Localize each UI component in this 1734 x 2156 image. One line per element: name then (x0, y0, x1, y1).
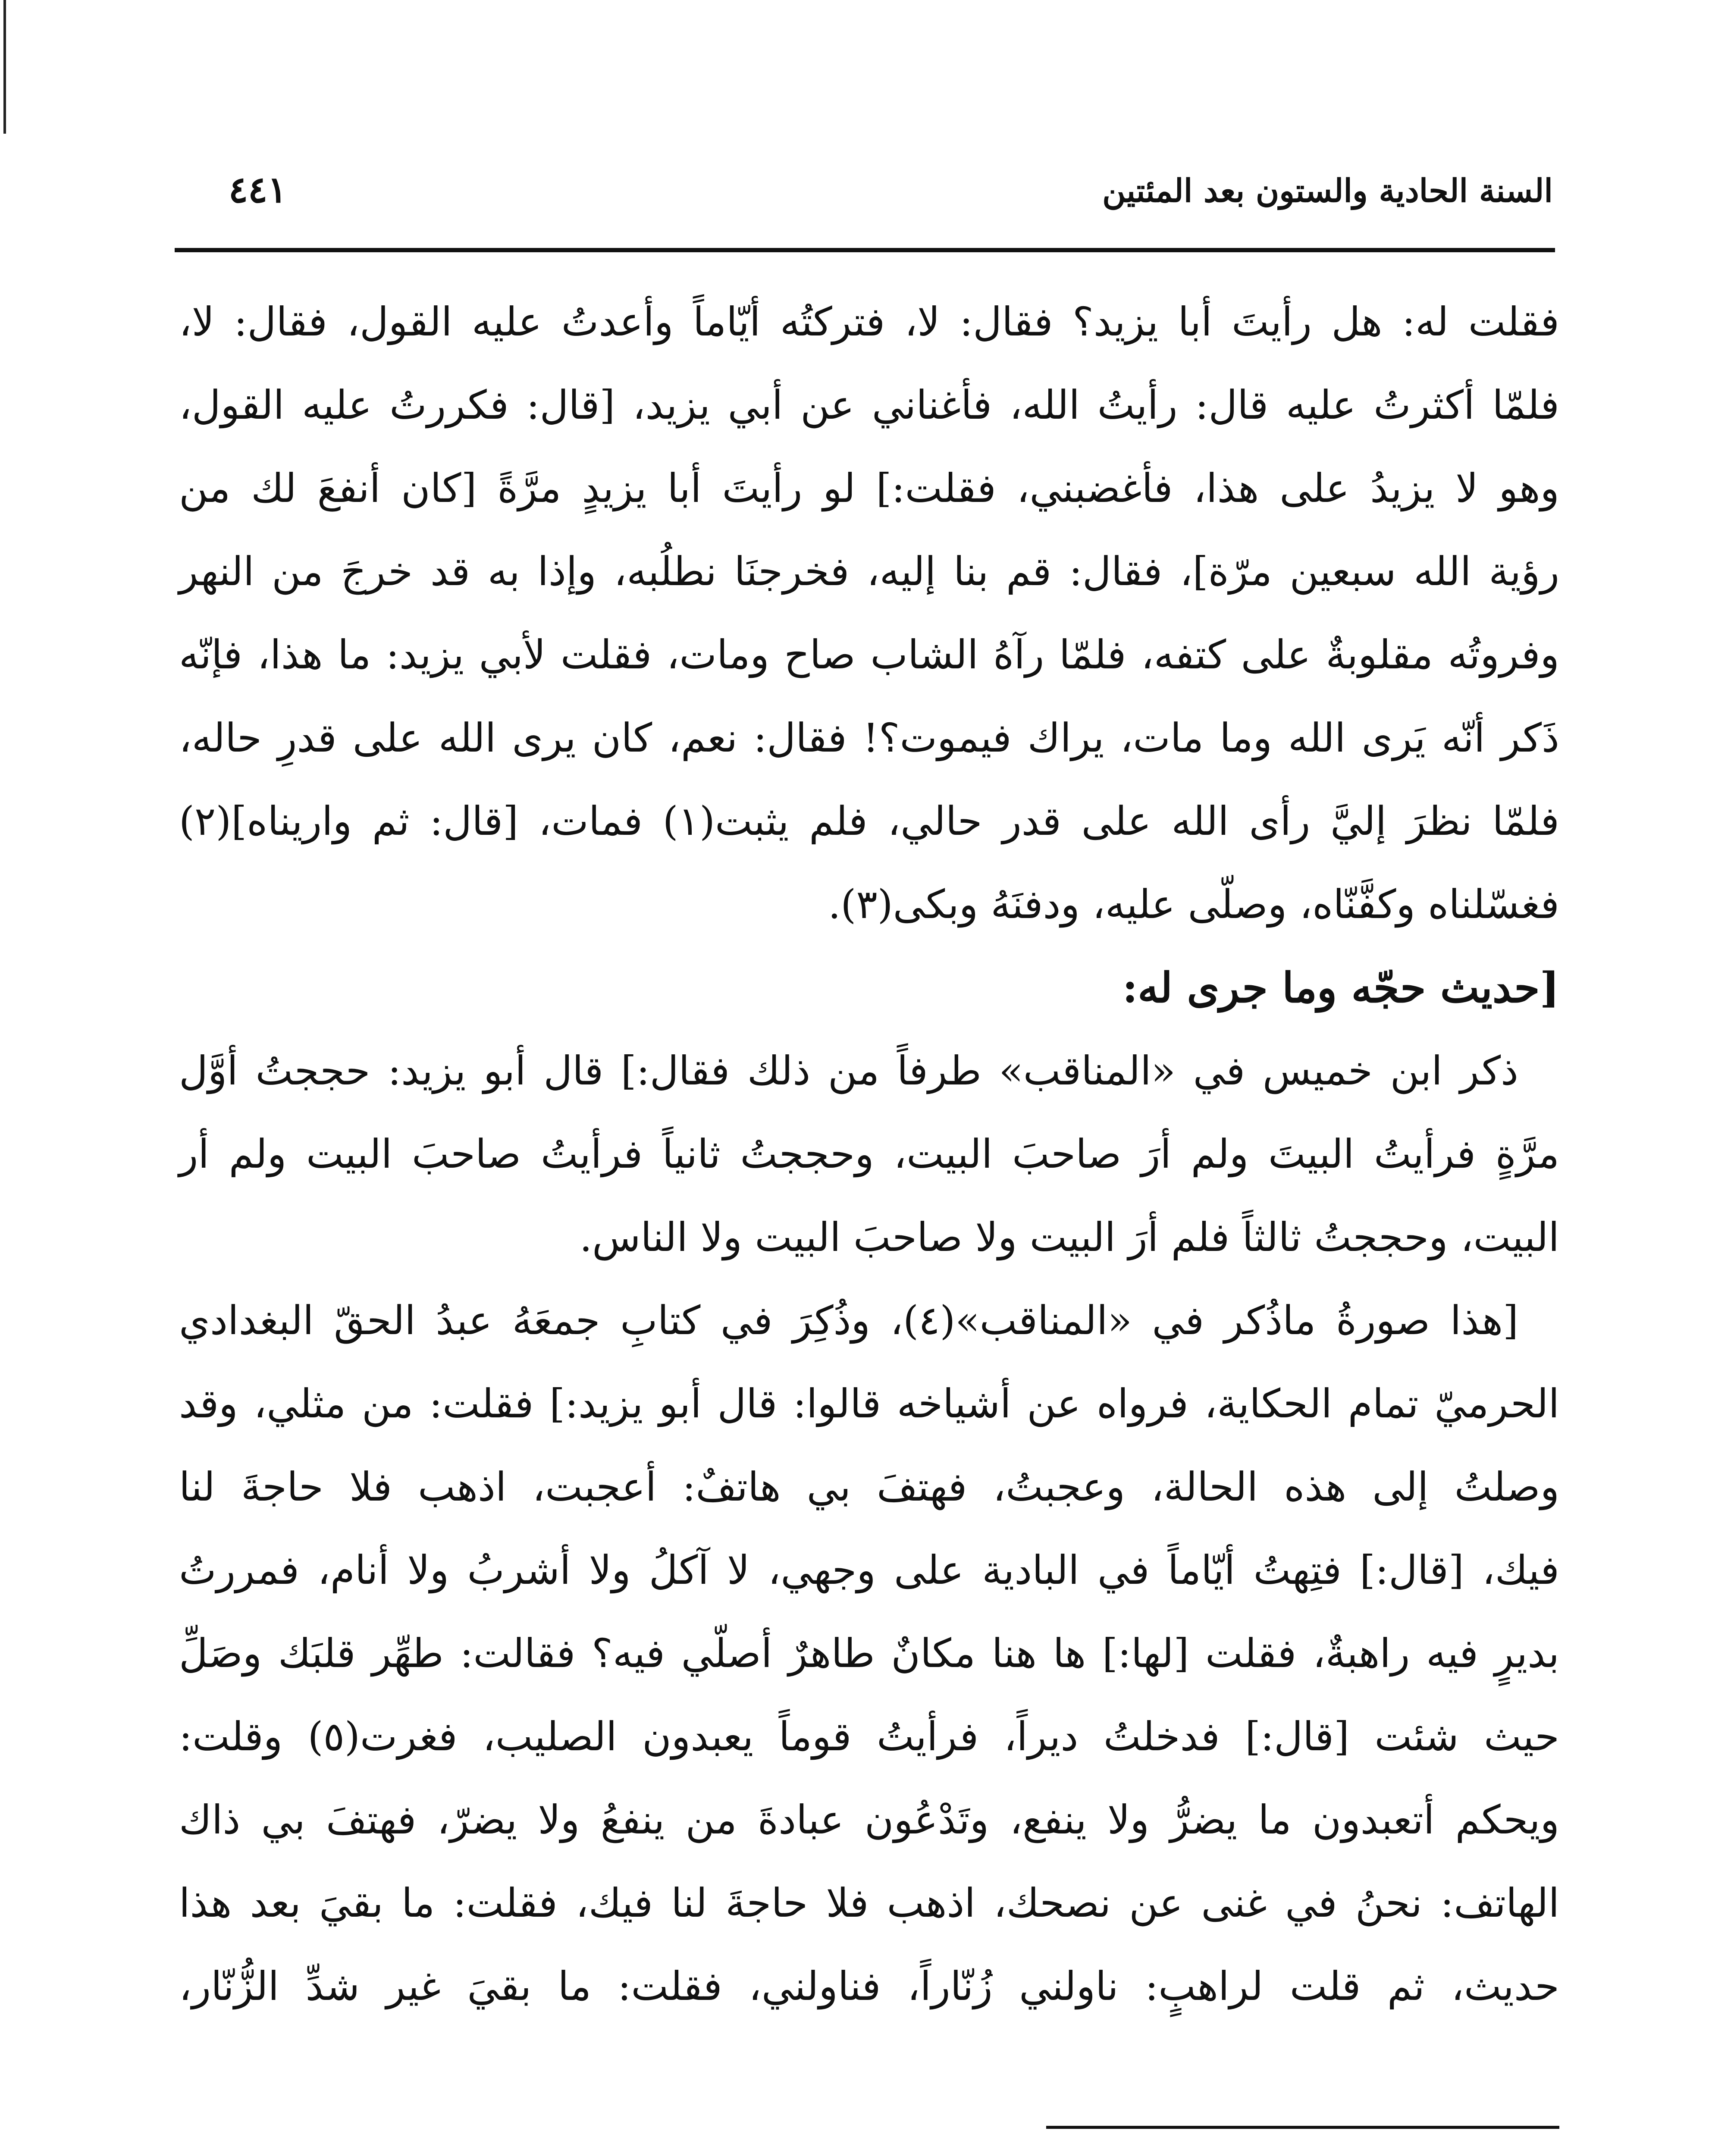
section-heading: [حديث حجّه وما جرى له: (1122, 963, 1559, 1012)
text-line: البيت، وحججتُ ثالثاً فلم أرَ البيت ولا صاحبَ البيت ولا الناس. (579, 1214, 1559, 1260)
page-header (181, 164, 1553, 220)
paragraph-2 (179, 1029, 1559, 1279)
text-line: وهو لا يزيدُ على هذا، فأغضبني، فقلت:] لو رأيتَ أبا يزيدٍ مرَّةً [كان أنفعَ لك من (179, 465, 1559, 511)
text-line: الحرميّ تمام الحكاية، فرواه عن أشياخه قالوا: قال أبو يزيد:] فقلت: من مثلي، وقد (179, 1381, 1559, 1427)
paragraph-1 (179, 280, 1559, 946)
text-line: [هذا صورةُ ماذُكر في «المناقب»(٤)، وذُكِرَ في كتابِ جمعَهُ عبدُ الحقّ البغدادي (179, 1297, 1518, 1344)
footnote-rule (1046, 2126, 1559, 2129)
text-line: فيك، [قال:] فتِهتُ أيّاماً في البادية على وجهي، لا آكلُ ولا أشربُ ولا أنام، فمررتُ (179, 1547, 1559, 1593)
text-line: ذكر ابن خميس في «المناقب» طرفاً من ذلك فقال:] قال أبو يزيد: حججتُ أوَّل (179, 1048, 1518, 1094)
text-line: الهاتف: نحنُ في غنى عن نصحك، اذهب فلا حاجةَ لنا فيك، فقلت: ما بقيَ بعد هذا (179, 1880, 1559, 1926)
text-line: فغسّلناه وكفَّنّاه، وصلّى عليه، ودفنَهُ وبكى(٣). (828, 881, 1559, 928)
text-line: بديرٍ فيه راهبةٌ، فقلت [لها:] ها هنا مكانٌ طاهرٌ أصلّي فيه؟ فقالت: طهِّر قلبَك وصَلِّ (179, 1630, 1559, 1677)
footnotes (181, 2150, 1553, 2156)
text-line: ويحكم أتعبدون ما يضرُّ ولا ينفع، وتَدْعُون عبادةَ من ينفعُ ولا يضرّ، فهتفَ بي ذاك (179, 1797, 1559, 1843)
text-line: وصلتُ إلى هذه الحالة، وعجبتُ، فهتفَ بي هاتفٌ: أعجبت، اذهب فلا حاجةَ لنا (179, 1464, 1559, 1510)
header-rule (175, 248, 1555, 252)
text-line: فقلت له: هل رأيتَ أبا يزيد؟ فقال: لا، فتركتُه أيّاماً وأعدتُ عليه القول، فقال: لا، (179, 299, 1560, 345)
paragraph-3 (179, 1279, 1559, 2028)
text-line: مرَّةٍ فرأيتُ البيتَ ولم أرَ صاحبَ البيت، وحججتُ ثانياً فرأيتُ صاحبَ البيت ولم أر (179, 1131, 1559, 1177)
footnote-1 (181, 2150, 1553, 2156)
text-line: وفروتُه مقلوبةٌ على كتفه، فلمّا رآهُ الشاب صاح ومات، فقلت لأبي يزيد: ما هذا، فإنّه (179, 632, 1559, 678)
text-line: حديث، ثم قلت لراهبٍ: ناولني زُنّاراً، فناولني، فقلت: ما بقيَ غير شدِّ الزُّنّار، (179, 1963, 1559, 2009)
scan-edge-line (3, 0, 6, 134)
text-line: رؤية الله سبعين مرّة]، فقال: قم بنا إليه، فخرجنَا نطلُبه، وإذا به قد خرجَ من النهر (179, 548, 1559, 595)
running-title: السنة الحادية والستون بعد المئتين (1102, 172, 1553, 210)
text-line: حيث شئت [قال:] فدخلتُ ديراً، فرأيتُ قوماً يعبدون الصليب، فغرت(٥) وقلت: (179, 1714, 1559, 1760)
page-number: ٤٤١ (229, 168, 287, 211)
text-line: فلمّا أكثرتُ عليه قال: رأيتُ الله، فأغناني عن أبي يزيد، [قال: فكررتُ عليه القول، (179, 382, 1559, 428)
text-line: فلمّا نظرَ إليَّ رأى الله على قدر حالي، فلم يثبت(١) فمات، [قال: ثم واريناه](٢) (179, 798, 1559, 844)
main-text (179, 280, 1559, 2028)
text-line: ذَكر أنّه يَرى الله وما مات، يراك فيموت؟! فقال: نعم، كان يرى الله على قدرِ حاله، (179, 715, 1559, 761)
